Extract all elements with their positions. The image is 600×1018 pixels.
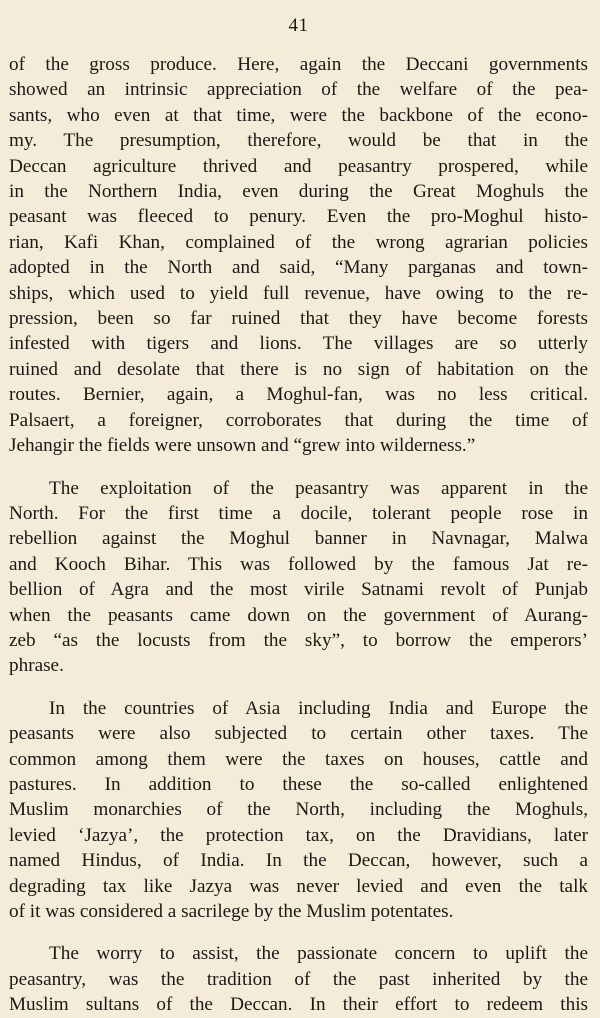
text-line: of it was considered a sacrilege by the Muslim potentates. [9, 901, 454, 922]
text-line: degrading tax like Jazya was never levied and even the talk [9, 875, 588, 897]
text-line: and Kooch Bihar. This was followed by the famous Jat re- [9, 553, 588, 575]
text-line: phrase. [9, 655, 64, 677]
text-line: Jehangir the fields were unsown and “grew into wilderness.” [9, 435, 476, 457]
page-number: 41 [288, 15, 309, 36]
text-line: peasant was fleeced to penury. Even the pro-Moghul histo- [9, 206, 588, 228]
text-line: routes. Bernier, again, a Moghul-fan, was no less critical. [9, 384, 588, 406]
text-line: pression, been so far ruined that they have become forests [9, 308, 588, 330]
text-line: ships, which used to yield full revenue, have owing to the re- [9, 282, 588, 304]
text-line: zeb “as the locusts from the sky”, to borrow the emperors’ [9, 629, 588, 651]
text-line: ruined and desolate that there is no sign of habitation on the [9, 358, 588, 380]
paragraph-exploitation [9, 476, 588, 679]
text-line: Palsaert, a foreigner, corroborates that during the time of [9, 409, 588, 431]
text-line: common among them were the taxes on houses, cattle and [9, 748, 588, 770]
text-line: adopted in the North and said, “Many parganas and town- [9, 257, 588, 279]
text-line: The worry to assist, the passionate concern to uplift the [49, 943, 588, 965]
text-line: when the peasants came down on the government of Aurang- [9, 604, 588, 626]
text-line: levied ‘Jazya’, the protection tax, on the Dravidians, later [9, 824, 588, 846]
text-line: In the countries of Asia including India and Europe the [49, 697, 588, 719]
text-line: sants, who even at that time, were the backbone of the econo- [9, 104, 588, 126]
text-line: The exploitation of the peasantry was apparent in the [49, 477, 588, 499]
text-line: pastures. In addition to these the so-called enlightened [9, 773, 588, 795]
paragraph-worry-to-assist [9, 941, 588, 1017]
paragraph-gross-produce [9, 52, 588, 459]
text-line: Muslim sultans of the Deccan. In their effort to redeem this [9, 994, 588, 1016]
text-line: named Hindus, of India. In the Deccan, however, such a [9, 850, 588, 872]
text-line: peasants were also subjected to certain other taxes. The [9, 723, 588, 745]
text-line: my. The presumption, therefore, would be that in the [9, 130, 588, 152]
text-line: infested with tigers and lions. The villages are so utterly [9, 333, 588, 355]
text-line: Muslim monarchies of the North, including the Moghuls, [9, 799, 588, 821]
text-line: of the gross produce. Here, again the Deccani governments [9, 54, 588, 75]
text-line: peasantry, was the tradition of the past inherited by the [9, 968, 588, 990]
text-line: rebellion against the Moghul banner in Navnagar, Malwa [9, 528, 588, 550]
text-line: rian, Kafi Khan, complained of the wrong agrarian policies [9, 231, 588, 253]
text-line: showed an intrinsic appreciation of the welfare of the pea- [9, 79, 588, 101]
text-line: North. For the first time a docile, tolerant people rose in [9, 502, 588, 524]
text-line: in the Northern India, even during the Great Moghuls the [9, 181, 588, 203]
text-line: Deccan agriculture thrived and peasantry prospered, while [9, 155, 588, 177]
text-line: bellion of Agra and the most virile Satnami revolt of Punjab [9, 579, 588, 601]
paragraph-other-taxes [9, 696, 588, 925]
